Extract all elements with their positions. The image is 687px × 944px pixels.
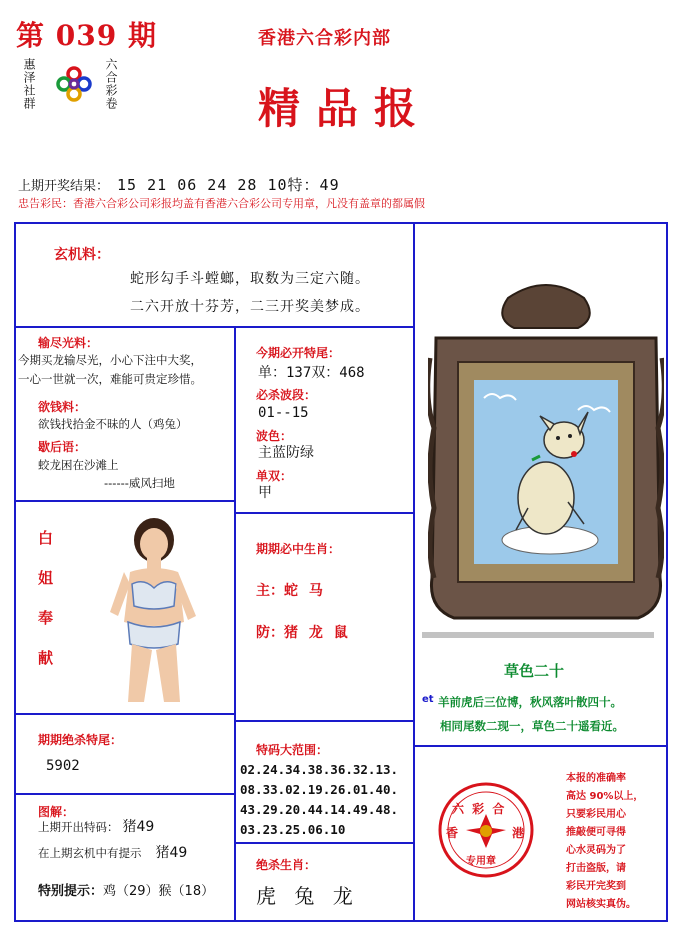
frame-top bbox=[14, 222, 668, 224]
baijie-char: 奉 bbox=[38, 609, 54, 627]
tujie-row-2-value: 猪49 bbox=[155, 845, 188, 861]
big-range-title: 特码大范围： bbox=[256, 743, 329, 757]
tujie-row-2-label: 在上期玄机中有提示 bbox=[38, 846, 142, 860]
frame-caption-band bbox=[422, 632, 654, 638]
special-tail-title: 今期必开特尾： bbox=[256, 346, 341, 360]
tujie-row-1-value: 猪49 bbox=[122, 819, 155, 835]
divider-left-3 bbox=[14, 793, 234, 795]
xuanji-line-1: 蛇形勾手斗螳螂，取数为三定六随。 bbox=[130, 271, 370, 287]
zodiac-guard bbox=[256, 622, 351, 642]
jueshao-value: 虎 兔 龙 bbox=[256, 884, 359, 908]
special-hint-label: 特别提示： bbox=[38, 884, 104, 899]
kill-tail-value: 5902 bbox=[46, 758, 80, 774]
kill-tail-title: 期期绝杀特尾： bbox=[38, 733, 123, 747]
tujie-row-1 bbox=[38, 818, 154, 837]
oddeven-value: 甲 bbox=[258, 485, 272, 501]
issue-number: 第 039 期 bbox=[16, 19, 157, 52]
color-value: 主蓝防绿 bbox=[258, 445, 314, 461]
big-range-list bbox=[240, 760, 398, 840]
wave-value: 01--15 bbox=[258, 405, 309, 421]
xuanji-line-2: 二六开放十芬芳，二三开奖美梦成。 bbox=[130, 299, 370, 315]
accuracy-note-line: 推敲便可寻得 bbox=[566, 827, 626, 838]
last-result-label: 上期开奖结果： bbox=[18, 179, 110, 194]
zodiac-guard-value: 猪 龙 鼠 bbox=[284, 625, 351, 641]
stamp-top: 六 彩 合 bbox=[452, 802, 507, 816]
xiehouyu-line-2: ------威风扫地 bbox=[104, 476, 175, 490]
big-range-row: 43.29.20.44.14.49.48. bbox=[240, 802, 399, 817]
zodiac-main-label: 主： bbox=[256, 583, 284, 599]
big-range-row: 03.23.25.06.10 bbox=[240, 822, 346, 837]
shuqin-line-2: 一心一世就一次，难能可贵定珍惜。 bbox=[18, 372, 202, 386]
frame-bottom bbox=[14, 920, 668, 922]
divider-mid-2 bbox=[234, 720, 414, 722]
color-title: 波色： bbox=[256, 429, 293, 443]
frame-marker: et bbox=[422, 694, 434, 705]
liuhecai-logo-icon bbox=[54, 64, 94, 104]
xiehouyu-title: 歇后语： bbox=[38, 440, 87, 454]
accuracy-note-line: 网站核实真伪。 bbox=[566, 899, 636, 910]
accuracy-note-line: 心水灵码为了 bbox=[566, 845, 626, 856]
tujie-row-2 bbox=[38, 844, 187, 863]
last-result bbox=[18, 174, 340, 195]
main-title: 精品报 bbox=[258, 84, 433, 133]
shuqin-line-1: 今期买龙输尽光，小心下注中大奖， bbox=[18, 353, 202, 367]
xiehouyu-line-1: 蛟龙困在沙滩上 bbox=[38, 458, 119, 472]
model-photo bbox=[92, 512, 202, 704]
frame-poem-1: 羊前虎后三位博，秋风落叶散四十。 bbox=[438, 695, 622, 709]
baijie-vertical bbox=[38, 518, 53, 678]
frame-left-col-divider bbox=[234, 326, 236, 920]
logo-right-text: 六合彩卷 bbox=[104, 58, 118, 110]
accuracy-note-line: 打击盗版，请 bbox=[566, 863, 626, 874]
divider-mid-3 bbox=[234, 842, 414, 844]
xuanji-title: 玄机料： bbox=[54, 247, 110, 263]
divider-right-1 bbox=[413, 745, 667, 747]
baijie-char: 姐 bbox=[38, 569, 54, 587]
special-tail-value: 单：137双：468 bbox=[258, 365, 365, 381]
shuqin-title: 输尽光料： bbox=[38, 336, 99, 350]
baijie-char: 白 bbox=[38, 529, 54, 547]
oddeven-title: 单双： bbox=[256, 469, 293, 483]
divider-left-2 bbox=[14, 713, 234, 715]
stamp-right: 港 bbox=[512, 826, 525, 840]
last-result-numbers: 15 21 06 24 28 10特：49 bbox=[117, 176, 340, 194]
frame-caption: 草色二十 bbox=[504, 662, 565, 680]
yuqian-line: 欲钱找拾金不昧的人（鸡兔） bbox=[38, 417, 188, 431]
special-hint bbox=[38, 882, 214, 901]
divider-mid-1 bbox=[234, 512, 414, 514]
zodiac-main bbox=[256, 580, 326, 600]
divider-left-1 bbox=[14, 500, 234, 502]
logo-left-text: 惠泽社群 bbox=[22, 58, 36, 110]
accuracy-note-line: 本报的准确率 bbox=[566, 773, 626, 784]
accuracy-note-line: 只要彩民用心 bbox=[566, 809, 626, 820]
big-range-row: 02.24.34.38.36.32.13. bbox=[240, 762, 399, 777]
zodiac-main-value: 蛇 马 bbox=[284, 583, 326, 599]
tujie-row-1-label: 上期开出特码： bbox=[38, 820, 119, 834]
frame-poem-2: 相同尾数二现一，草色二十遥看近。 bbox=[440, 719, 624, 733]
baijie-char: 献 bbox=[38, 649, 54, 667]
special-hint-value: 鸡（29）猴（18） bbox=[103, 884, 215, 899]
accuracy-note-line: 高达 90%以上， bbox=[566, 791, 644, 802]
big-range-row: 08.33.02.19.26.01.40. bbox=[240, 782, 399, 797]
stamp-bottom: 专用章 bbox=[466, 856, 496, 867]
zodiac-guard-label: 防： bbox=[256, 625, 284, 641]
divider-xuanji bbox=[14, 326, 414, 328]
accuracy-note-line: 彩民开完奖到 bbox=[566, 881, 626, 892]
tujie-title: 图解： bbox=[38, 805, 75, 819]
yuqian-title: 欲钱料： bbox=[38, 400, 87, 414]
notice: 忠告彩民：香港六合彩公司彩报均盖有香港六合彩公司专用章，凡没有盖章的都属假 bbox=[18, 197, 425, 210]
frame-right bbox=[666, 222, 668, 922]
zodiac-title: 期期必中生肖： bbox=[256, 542, 341, 556]
accuracy-note bbox=[566, 770, 643, 914]
jueshao-title: 绝杀生肖： bbox=[256, 858, 317, 872]
ornate-frame-picture bbox=[428, 278, 664, 624]
hk-title: 香港六合彩内部 bbox=[258, 28, 391, 49]
wave-title: 必杀波段： bbox=[256, 388, 317, 402]
stamp-left: 香 bbox=[446, 826, 459, 840]
